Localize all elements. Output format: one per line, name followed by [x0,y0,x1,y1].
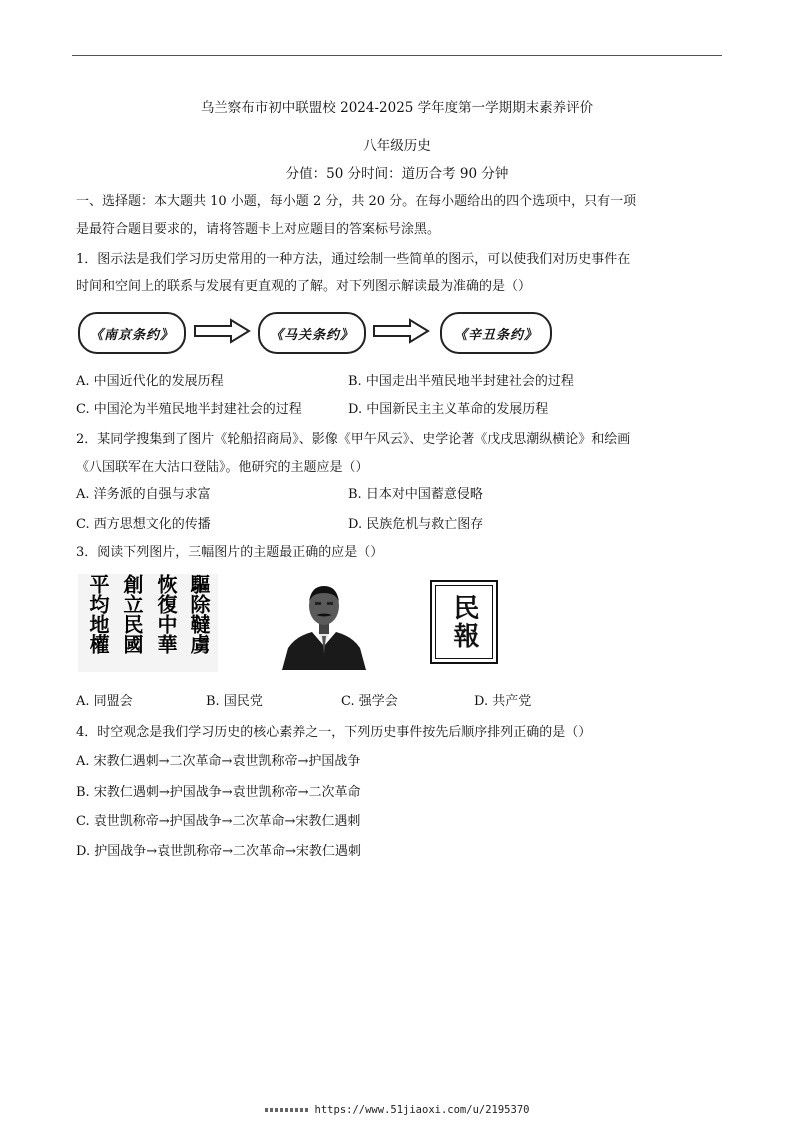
treaty-xinchou: 《辛丑条约》 [440,312,552,354]
q3-option-b[interactable]: B. 国民党 [206,694,263,709]
q1-stem-line2: 时间和空间上的联系与发展有更直观的了解。对下列图示解读最为准确的是（） [76,279,532,294]
q3-option-c[interactable]: C. 强学会 [341,694,398,709]
q3-stem: 3．阅读下列图片，三幅图片的主题最正确的应是（） [76,545,384,560]
calligraphy-column: 驅除韃虜 [187,574,211,654]
q1-option-b[interactable]: B. 中国走出半殖民地半封建社会的过程 [348,374,574,389]
q3-calligraphy-image [78,574,218,672]
q2-option-b[interactable]: B. 日本对中国蓄意侵略 [348,487,483,502]
footer-url-text[interactable]: https://www.51jiaoxi.com/u/2195370 [314,1104,530,1116]
calligraphy-column: 平均地權 [86,574,110,654]
q3-option-a[interactable]: A. 同盟会 [76,694,133,709]
minbao-stamp-image [430,580,498,664]
arrow-right-icon [193,318,251,344]
exam-subject: 八年级历史 [363,138,431,154]
header-rule [72,55,722,56]
stamp-text: 民報 [449,594,479,650]
q4-option-a[interactable]: A. 宋教仁遇刺→二次革命→袁世凯称帝→护国战争 [76,754,361,769]
q1-stem-line1: 1．图示法是我们学习历史常用的一种方法，通过绘制一些简单的图示，可以使我们对历史事件在 [76,252,631,267]
q1-option-a[interactable]: A. 中国近代化的发展历程 [76,374,224,389]
q2-option-d[interactable]: D. 民族危机与救亡图存 [348,517,484,532]
treaty-maguan: 《马关条约》 [258,312,366,354]
q1-option-d[interactable]: D. 中国新民主主义革命的发展历程 [348,402,549,417]
section1-intro-line2: 是最符合题目要求的，请将答题卡上对应题目的答案标号涂黑。 [76,222,441,237]
q2-stem-line1: 2．某同学搜集到了图片《轮船招商局》、影像《甲午风云》、史学论著《戊戌思潮纵横论》和绘画 [76,432,631,447]
q4-option-b[interactable]: B. 宋教仁遇刺→护国战争→袁世凯称帝→二次革命 [76,785,361,800]
section1-intro-line1: 一、选择题：本大题共 10 小题，每小题 2 分，共 20 分。在每小题给出的四个选项中，只有一项 [76,194,637,209]
exam-score-time: 分值：50 分时间：道历合考 90 分钟 [285,166,509,182]
calligraphy-column: 創立民國 [120,574,144,654]
q2-option-a[interactable]: A. 洋务派的自强与求富 [76,487,211,502]
watermark-mark [265,1108,309,1112]
q4-stem: 4．时空观念是我们学习历史的核心素养之一，下列历史事件按先后顺序排列正确的是（） [76,725,592,740]
q4-option-c[interactable]: C. 袁世凯称帝→护国战争→二次革命→宋教仁遇刺 [76,814,361,829]
portrait-image [282,576,366,670]
exam-title: 乌兰察布市初中联盟校 2024-2025 学年度第一学期期末素养评价 [200,100,594,116]
footer-url[interactable] [0,1104,794,1116]
arrow-right-icon [372,318,430,344]
q2-stem-line2: 《八国联军在大沽口登陆》。他研究的主题应是（） [76,460,369,475]
treaty-nanjing: 《南京条约》 [78,312,186,354]
q3-option-d[interactable]: D. 共产党 [474,694,532,709]
calligraphy-column: 恢復中華 [154,574,178,654]
q4-option-d[interactable]: D. 护国战争→袁世凯称帝→二次革命→宋教仁遇刺 [76,844,361,859]
q1-option-c[interactable]: C. 中国沦为半殖民地半封建社会的过程 [76,402,302,417]
q2-option-c[interactable]: C. 西方思想文化的传播 [76,517,211,532]
